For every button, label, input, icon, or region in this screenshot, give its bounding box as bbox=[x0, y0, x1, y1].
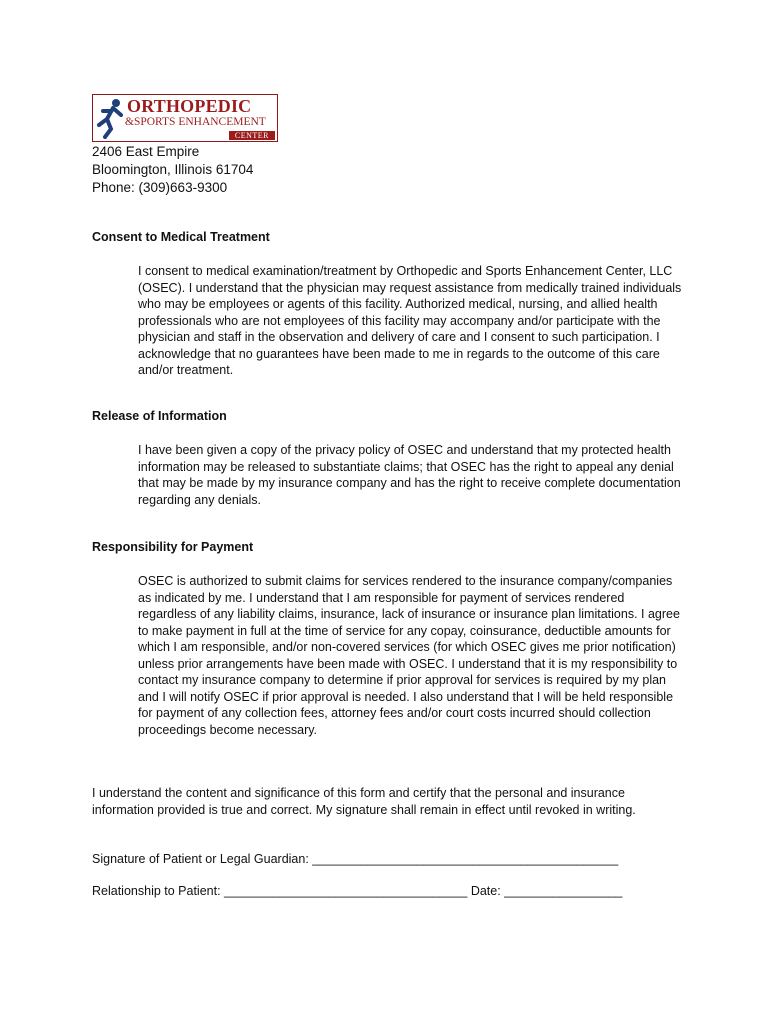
payment-heading: Responsibility for Payment bbox=[92, 540, 254, 554]
consent-heading: Consent to Medical Treatment bbox=[92, 230, 270, 244]
signature-field[interactable]: Signature of Patient or Legal Guardian: ____________________________________________ bbox=[92, 852, 619, 866]
consent-body: I consent to medical examination/treatment by Orthopedic and Sports Enhancement Center, LLC (OSEC). I understand that the physician may request assistance from medically trained individuals who may be employees or agents of this facility. Authorized medical, nursing, and allied health professionals who are not employees of this facility may accompany and/or participate with the physician and staff in the observation and delivery of care and I consent to such participation. I acknowledge that no guarantees have been made to me in regards to the outcome of this care and/or treatment. bbox=[138, 264, 682, 377]
release-heading: Release of Information bbox=[92, 409, 227, 423]
runner-icon bbox=[95, 97, 127, 139]
address-block bbox=[92, 143, 253, 197]
logo-subtitle: &SPORTS ENHANCEMENT bbox=[125, 116, 266, 128]
company-logo bbox=[92, 94, 278, 142]
certification-text: I understand the content and significance of this form and certify that the personal and insurance information provided is true and correct. My signature shall remain in effect until revoked in writing. bbox=[92, 786, 636, 817]
payment-body: OSEC is authorized to submit claims for services rendered to the insurance company/companies as indicated by me. I understand that I am responsible for payment of services rendered regardless of any liability claims, insurance, lack of insurance or insurance plan limitations. I agree to make payment in full at the time of service for any copay, coinsurance, deductible amounts for which I am responsible, and/or non-covered services (for which OSEC gives me prior notification) unless prior arrangements have been made with OSEC. I understand that it is my responsibility to contact my insurance company to determine if prior approval for services is required by my plan and I will notify OSEC if prior approval is needed. I also understand that I will be held responsible for payment of any collection fees, attorney fees and/or court costs incurred should collection proceedings become necessary. bbox=[138, 574, 680, 737]
logo-tag: CENTER bbox=[229, 131, 275, 140]
city: Bloomington, Illinois 61704 bbox=[92, 162, 254, 177]
phone: Phone: (309)663-9300 bbox=[92, 180, 228, 195]
relationship-date-field[interactable]: Relationship to Patient: ___________________________________ Date: _________________ bbox=[92, 884, 623, 898]
logo-title: ORTHOPEDIC bbox=[127, 96, 252, 116]
street: 2406 East Empire bbox=[92, 144, 200, 159]
release-body: I have been given a copy of the privacy policy of OSEC and understand that my protected health information may be released to substantiate claims; that OSEC has the right to appeal any denial that may be made by my insurance company and has the right to receive complete documentation regarding any denials. bbox=[138, 443, 681, 507]
